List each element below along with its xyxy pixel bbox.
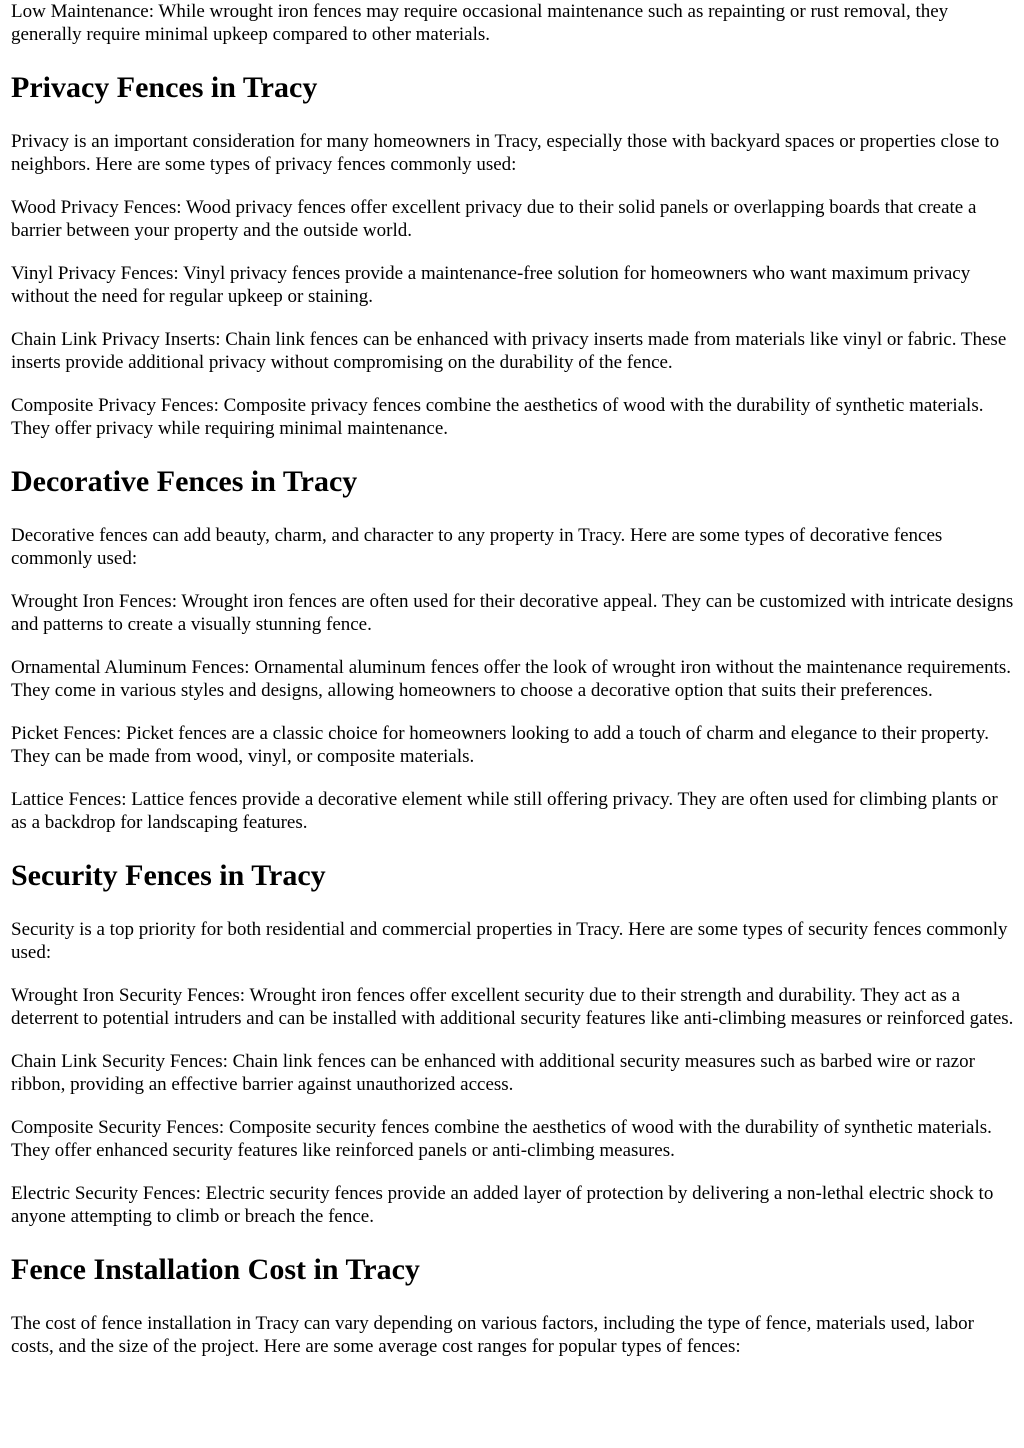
- section-paragraph: Decorative fences can add beauty, charm, and character to any property in Tracy. Here are some types of decorative fences commonly used:: [11, 525, 943, 569]
- section-paragraph: Composite Security Fences: Composite security fences combine the aesthetics of wood with the durability of synthetic materials. They offer enhanced security features like reinforced panels or anti-climbing measures.: [11, 1117, 992, 1161]
- section-paragraph: Security is a top priority for both residential and commercial properties in Tracy. Here are some types of security fences commonly used:: [11, 919, 1008, 963]
- section-installation-cost: [11, 1252, 1016, 1358]
- section-privacy-fences: [11, 70, 1016, 440]
- section-heading: Privacy Fences in Tracy: [11, 71, 318, 104]
- section-security-fences: [11, 858, 1016, 1228]
- section-paragraph: The cost of fence installation in Tracy can vary depending on various factors, including the type of fence, materials used, labor costs, and the size of the project. Here are some average cost ranges for popular types of fences:: [11, 1313, 974, 1357]
- section-heading: Fence Installation Cost in Tracy: [11, 1253, 420, 1286]
- section-paragraph: Vinyl Privacy Fences: Vinyl privacy fences provide a maintenance-free solution for homeowners who want maximum privacy without the need for regular upkeep or staining.: [11, 263, 971, 307]
- section-paragraph: Ornamental Aluminum Fences: Ornamental aluminum fences offer the look of wrought iron without the maintenance requirements. They come in various styles and designs, allowing homeowners to choose a decorative option that suits their preferences.: [11, 657, 1012, 701]
- section-paragraph: Chain Link Privacy Inserts: Chain link fences can be enhanced with privacy inserts made from materials like vinyl or fabric. These inserts provide additional privacy without compromising on the durability of the fence.: [11, 329, 1007, 373]
- section-paragraph: Composite Privacy Fences: Composite privacy fences combine the aesthetics of wood with the durability of synthetic materials. They offer privacy while requiring minimal maintenance.: [11, 395, 984, 439]
- section-paragraph: Lattice Fences: Lattice fences provide a decorative element while still offering privacy. They are often used for climbing plants or as a backdrop for landscaping features.: [11, 789, 998, 833]
- section-heading: Security Fences in Tracy: [11, 859, 326, 892]
- section-paragraph: Privacy is an important consideration for many homeowners in Tracy, especially those with backyard spaces or properties close to neighbors. Here are some types of privacy fences commonly used:: [11, 131, 1000, 175]
- section-paragraph: Wrought Iron Fences: Wrought iron fences are often used for their decorative appeal. They can be customized with intricate designs and patterns to create a visually stunning fence.: [11, 591, 1014, 635]
- section-paragraph: Wrought Iron Security Fences: Wrought iron fences offer excellent security due to their strength and durability. They act as a deterrent to potential intruders and can be installed with additional security features like anti-climbing measures or reinforced gates.: [11, 985, 1014, 1029]
- intro-paragraph: Low Maintenance: While wrought iron fences may require occasional maintenance such as repainting or rust removal, they generally require minimal upkeep compared to other materials.: [11, 1, 949, 45]
- section-decorative-fences: [11, 464, 1016, 834]
- section-paragraph: Wood Privacy Fences: Wood privacy fences offer excellent privacy due to their solid panels or overlapping boards that create a barrier between your property and the outside world.: [11, 197, 977, 241]
- section-paragraph: Chain Link Security Fences: Chain link fences can be enhanced with additional security measures such as barbed wire or razor ribbon, providing an effective barrier against unauthorized access.: [11, 1051, 975, 1095]
- section-heading: Decorative Fences in Tracy: [11, 465, 358, 498]
- section-paragraph: Electric Security Fences: Electric security fences provide an added layer of protection by delivering a non-lethal electric shock to anyone attempting to climb or breach the fence.: [11, 1183, 994, 1227]
- section-paragraph: Picket Fences: Picket fences are a classic choice for homeowners looking to add a touch of charm and elegance to their property. They can be made from wood, vinyl, or composite materials.: [11, 723, 989, 767]
